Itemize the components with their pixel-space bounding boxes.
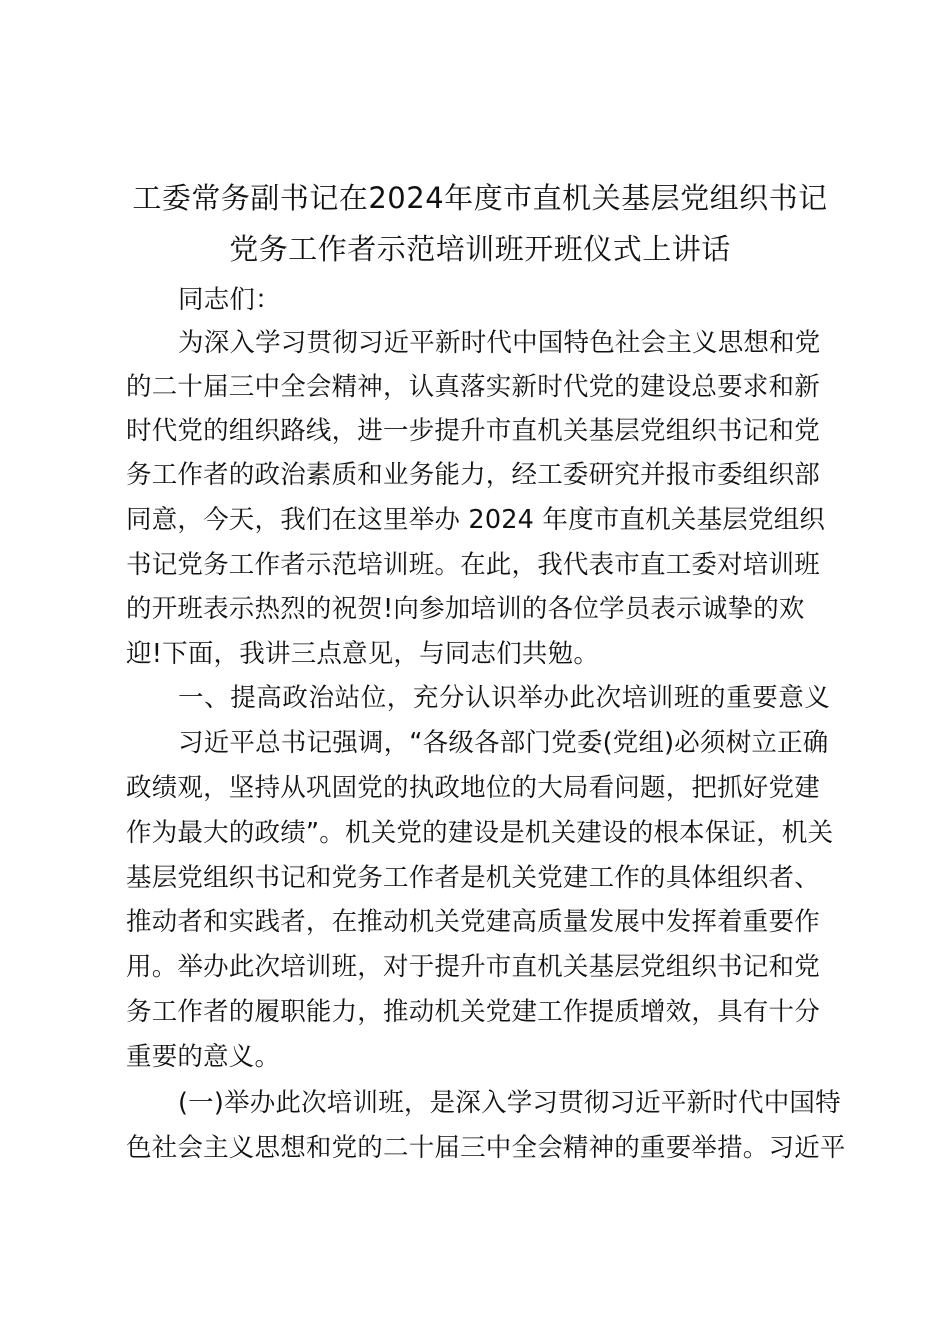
paragraph-line: 作为最大的政绩”。机关党的建设是机关建设的根本保证，机关: [126, 818, 834, 848]
paragraph-line: 基层党组织书记和党务工作者是机关党建工作的具体组织者、: [126, 863, 820, 893]
document-title-line-2: 党务工作者示范培训班开班仪式上讲话: [229, 232, 731, 266]
paragraph-line: 用。举办此次培训班，对于提升市直机关基层党组织书记和党: [126, 952, 820, 982]
paragraph-line: 书记党务工作者示范培训班。在此，我代表市直工委对培训班: [126, 550, 820, 580]
paragraph-line: 色社会主义思想和党的二十届三中全会精神的重要举措。习近平: [126, 1133, 846, 1163]
paragraph-line: 政绩观，坚持从巩固党的执政地位的大局看问题，把抓好党建: [126, 773, 820, 803]
paragraph-line: 的开班表示热烈的祝贺!向参加培训的各位学员表示诚挚的欢: [126, 594, 805, 624]
paragraph-line: 迎!下面，我讲三点意见，与同志们共勉。: [126, 639, 600, 669]
paragraph-line: 时代党的组织路线，进一步提升市直机关基层党组织书记和党: [126, 416, 820, 446]
paragraph-line: 务工作者的履职能力，推动机关党建工作提质增效，具有十分: [126, 997, 820, 1027]
paragraph-line: 同意，今天，我们在这里举办 2024 年度市直机关基层党组织: [126, 505, 826, 535]
paragraph-line: 为深入学习贯彻习近平新时代中国特色社会主义思想和党: [178, 328, 821, 358]
paragraph-line: 习近平总书记强调，“各级各部门党委(党组)必须树立正确: [178, 728, 829, 758]
salutation: 同志们：: [178, 285, 281, 315]
paragraph-line: 推动者和实践者，在推动机关党建高质量发展中发挥着重要作: [126, 907, 820, 937]
section-heading: 一、提高政治站位，充分认识举办此次培训班的重要意义: [178, 683, 831, 713]
document-title-line-1: 工委常务副书记在2024年度市直机关基层党组织书记: [132, 181, 828, 215]
paragraph-line: 务工作者的政治素质和业务能力，经工委研究并报市委组织部: [126, 460, 820, 490]
paragraph-line: 的二十届三中全会精神，认真落实新时代党的建设总要求和新: [126, 372, 820, 402]
paragraph-line: 重要的意义。: [126, 1042, 281, 1072]
subsection-line: (一)举办此次培训班，是深入学习贯彻习近平新时代中国特: [178, 1088, 841, 1118]
